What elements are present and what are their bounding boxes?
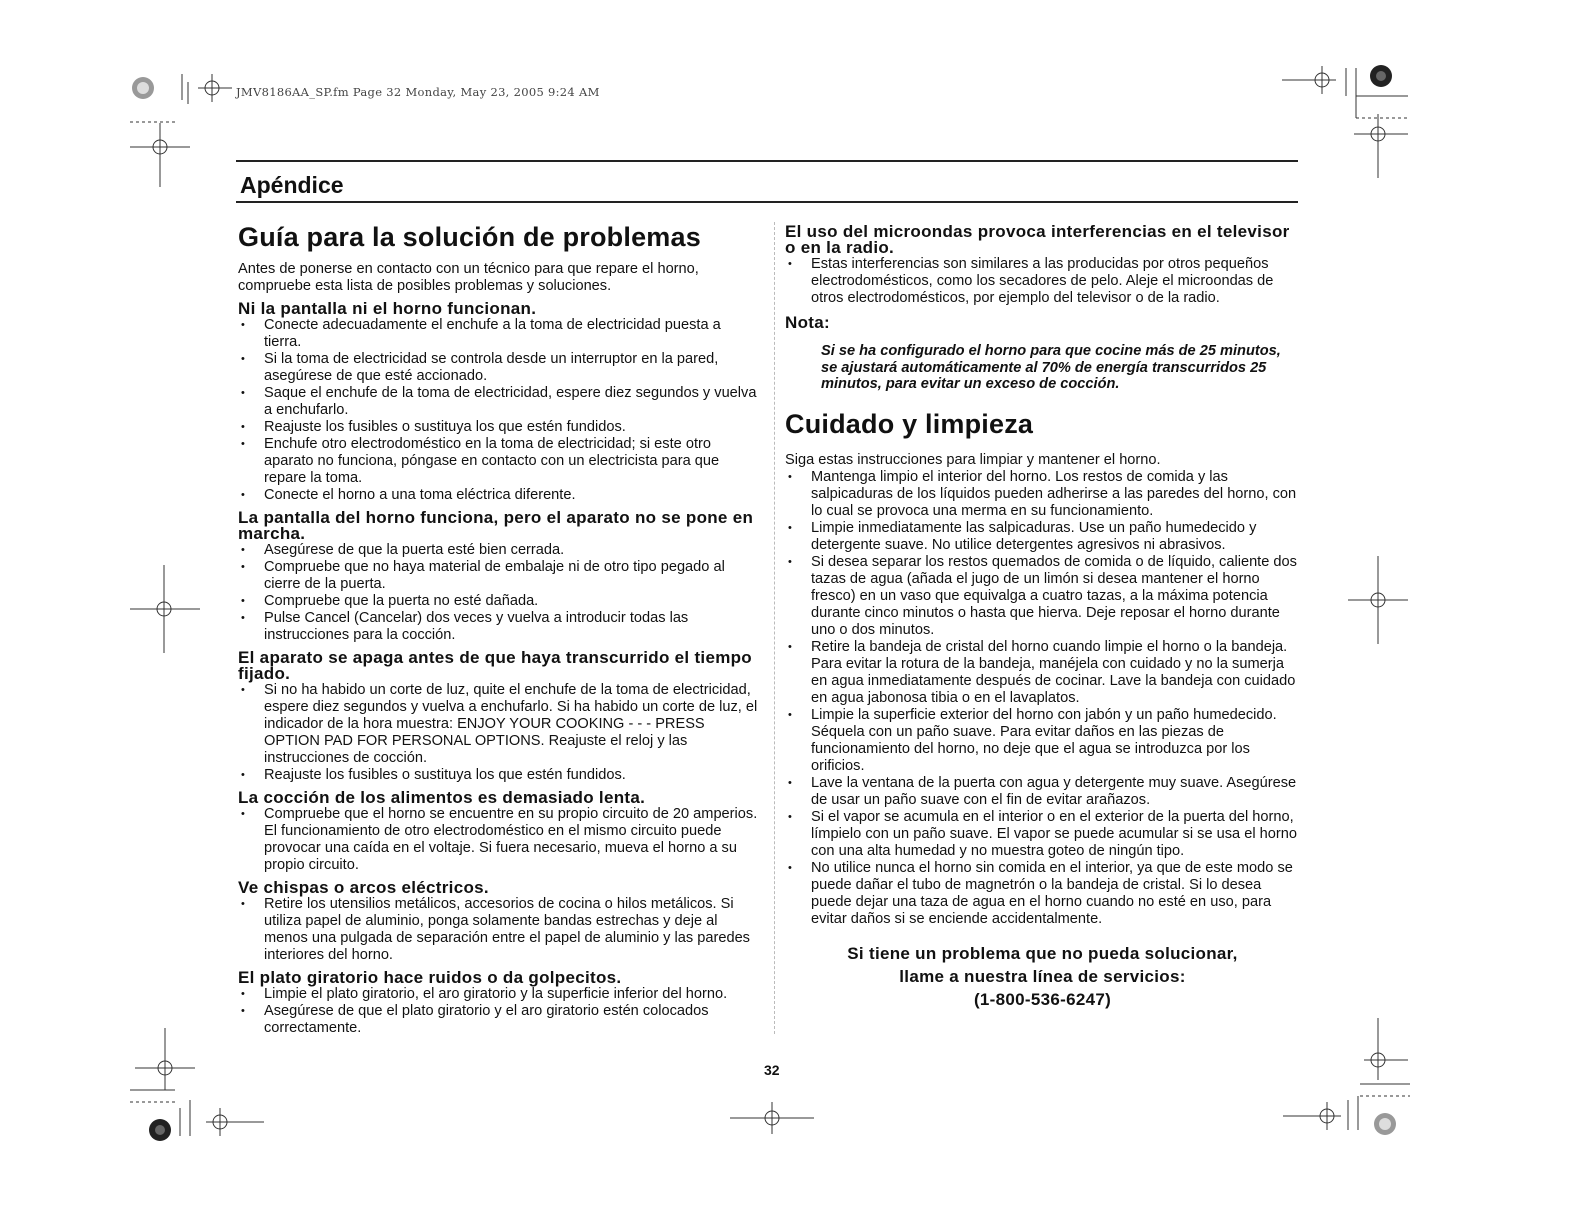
care-intro: Siga estas instrucciones para limpiar y mantener el horno. (785, 451, 1161, 468)
troubleshooting-title: Guía para la solución de problemas (238, 222, 701, 252)
crosshair-icon (130, 565, 200, 653)
problem-heading: El aparato se apaga antes de que haya transcurrido el tiempo fijado. (238, 648, 752, 683)
list-item: • Si no ha habido un corte de luz, quite el enchufe de la toma de electricidad, espere diez segundos y vuelva a enchufarlo. Si ha habido un corte de luz, el indicador de la hora muestra: ENJOY YOUR COOKING - - - PRESS OPTION PAD FOR PERSONAL OPTIONS. Reajuste el reloj y las instrucciones de cocción. (238, 682, 758, 767)
solution-list (238, 986, 758, 1037)
list-item: • Compruebe que no haya material de embalaje ni de otro tipo pegado al cierre de la puerta. (238, 559, 758, 593)
list-item: • Pulse Cancel (Cancelar) dos veces y vuelva a introducir todas las instrucciones para la cocción. (238, 610, 758, 644)
problem-heading: La cocción de los alimentos es demasiado lenta. (238, 788, 646, 807)
care-title: Cuidado y limpieza (785, 408, 1034, 439)
list-item: • Si la toma de electricidad se controla desde un interruptor en la pared, asegúrese de que esté accionado. (238, 351, 758, 385)
list-item: • Limpie la superficie exterior del horno con jabón y un paño humedecido. Séquela con un paño suave. Para evitar daños en las piezas de funcionamiento del horno, no deje que el agua se introduzca por los orificios. (785, 707, 1300, 775)
list-item: • Si el vapor se acumula en el interior o en el exterior de la puerta del horno, límpielo con un paño suave. El vapor se puede acumular si se usa el horno con una alta humedad y no muestra goteo de ningún tipo. (785, 809, 1300, 860)
list-item: • Saque el enchufe de la toma de electricidad, espere diez segundos y vuelva a enchufarlo. (238, 385, 758, 419)
list-item: • Asegúrese de que el plato giratorio y el aro giratorio estén colocados correctamente. (238, 1003, 758, 1037)
list-item: • Mantenga limpio el interior del horno. Los restos de comida y las salpicaduras de los líquidos pueden adherirse a las paredes del horno, con lo cual se provoca una merma en su funcionamiento. (785, 469, 1300, 520)
page-number: 32 (764, 1062, 780, 1078)
list-item: • Limpie el plato giratorio, el aro giratorio y la superficie inferior del horno. (238, 986, 758, 1003)
interference-list (785, 256, 1300, 307)
section-title: Apéndice (240, 172, 344, 198)
problem-group (238, 510, 758, 644)
problem-group (238, 970, 758, 1037)
crosshair-icon (730, 1102, 814, 1134)
list-item: • Asegúrese de que la puerta esté bien cerrada. (238, 542, 758, 559)
problem-group (238, 301, 758, 504)
problem-heading: La pantalla del horno funciona, pero el aparato no se pone en marcha. (238, 508, 754, 543)
color-disc-icon (132, 77, 154, 99)
right-column (785, 224, 1300, 1011)
list-item: • Compruebe que el horno se encuentre en su propio circuito de 20 amperios. El funcionamiento de otro electrodoméstico en el mismo circuito puede provocar una caída en el voltaje. Si fuera necesario, mueva el horno a su propio circuito. (238, 806, 758, 874)
interference-heading: El uso del microondas provoca interferencias en el televisor o en la radio. (785, 222, 1290, 257)
list-item: • Conecte el horno a una toma eléctrica diferente. (238, 487, 758, 504)
solution-list (238, 682, 758, 784)
problem-group (238, 650, 758, 784)
crosshair-icon (130, 123, 190, 187)
crosshair-icon (206, 1108, 264, 1136)
list-item: • Estas interferencias son similares a las producidas por otros pequeños electrodomésticos, como los secadores de pelo. Aleje el microondas de otros electrodomésticos, por ejemplo del televisor o de la radio. (785, 256, 1300, 307)
list-item: • Retire los utensilios metálicos, accesorios de cocina o hilos metálicos. Si utiliza papel de aluminio, ponga solamente bandas estrechas y deje al menos una pulgada de separación entre el papel de aluminio y las paredes interiores del horno. (238, 896, 758, 964)
note-text: Si se ha configurado el horno para que cocine más de 25 minutos, se ajustará automáticamente al 70% de energía transcurridos 25 minutos, para evitar un exceso de cocción. (821, 343, 1281, 392)
color-disc-icon (1370, 65, 1392, 87)
list-item: • No utilice nunca el horno sin comida en el interior, ya que de este modo se puede dañar el tubo de magnetrón o la bandeja de cristal. Si lo desea puede dejar una taza de agua en el horno cuando no esté en uso, para evitar daños si se enciende accidentalmente. (785, 860, 1300, 928)
list-item: • Lave la ventana de la puerta con agua y detergente muy suave. Asegúrese de usar un paño suave con el fin de evitar arañazos. (785, 775, 1300, 809)
left-column (238, 222, 758, 1037)
list-item: • Reajuste los fusibles o sustituya los que estén fundidos. (238, 419, 758, 436)
note-label: Nota: (785, 313, 830, 332)
crosshair-icon (135, 1028, 195, 1090)
solution-list (238, 542, 758, 644)
solution-list (238, 806, 758, 874)
crosshair-icon (1283, 1102, 1341, 1130)
crosshair-icon (198, 74, 226, 102)
service-line-1: Si tiene un problema que no pueda solucionar, (847, 943, 1238, 963)
crosshair-icon (1354, 114, 1408, 178)
solution-list (238, 896, 758, 964)
problem-heading: El plato giratorio hace ruidos o da golpecitos. (238, 968, 622, 987)
list-item: • Limpie inmediatamente las salpicaduras. Use un paño humedecido y detergente suave. No utilice detergentes agresivos ni abrasivos. (785, 520, 1300, 554)
column-divider (774, 222, 775, 1034)
service-line-2: llame a nuestra línea de servicios: (899, 966, 1186, 986)
problem-heading: Ve chispas o arcos eléctricos. (238, 878, 489, 897)
crosshair-icon (1364, 1018, 1408, 1080)
color-disc-icon (149, 1119, 171, 1141)
list-item: • Si desea separar los restos quemados de comida o de líquido, caliente dos tazas de agua (añada el jugo de un limón si desea mantener el horno fresco) en un vaso que equivalga a cuatro tazas, a la máxima potencia durante cinco minutos o hasta que hierva. Deje reposar el horno durante uno o dos minutos. (785, 554, 1300, 639)
list-item: • Reajuste los fusibles o sustituya los que estén fundidos. (238, 767, 758, 784)
problem-group (238, 880, 758, 964)
print-header: JMV8186AA_SP.fm Page 32 Monday, May 23, 2005 9:24 AM (236, 85, 600, 99)
list-item: • Enchufe otro electrodoméstico en la toma de electricidad; si este otro aparato no funciona, póngase en contacto con un electricista para que repare la toma. (238, 436, 758, 487)
list-item: • Retire la bandeja de cristal del horno cuando limpie el horno o la bandeja. Para evitar la rotura de la bandeja, manéjela con cuidado y no la sumerja en agua inmediatamente después de cocinar. Lave la bandeja con cuidado en agua jabonosa tibia o en el lavaplatos. (785, 639, 1300, 707)
service-callout (785, 942, 1300, 1011)
troubleshooting-intro: Antes de ponerse en contacto con un técnico para que repare el horno, compruebe esta lista de posibles problemas y soluciones. (238, 261, 699, 294)
care-list (785, 469, 1300, 928)
list-item: • Compruebe que la puerta no esté dañada. (238, 593, 758, 610)
crosshair-icon (1348, 556, 1408, 644)
problem-group (238, 790, 758, 874)
crosshair-icon (1282, 66, 1336, 94)
color-disc-icon (1374, 1113, 1396, 1135)
top-rule (236, 160, 1298, 162)
solution-list (238, 317, 758, 504)
section-rule (236, 201, 1298, 203)
service-phone: (1-800-536-6247) (973, 989, 1112, 1009)
list-item: • Conecte adecuadamente el enchufe a la toma de electricidad puesta a tierra. (238, 317, 758, 351)
problem-heading: Ni la pantalla ni el horno funcionan. (238, 299, 537, 318)
